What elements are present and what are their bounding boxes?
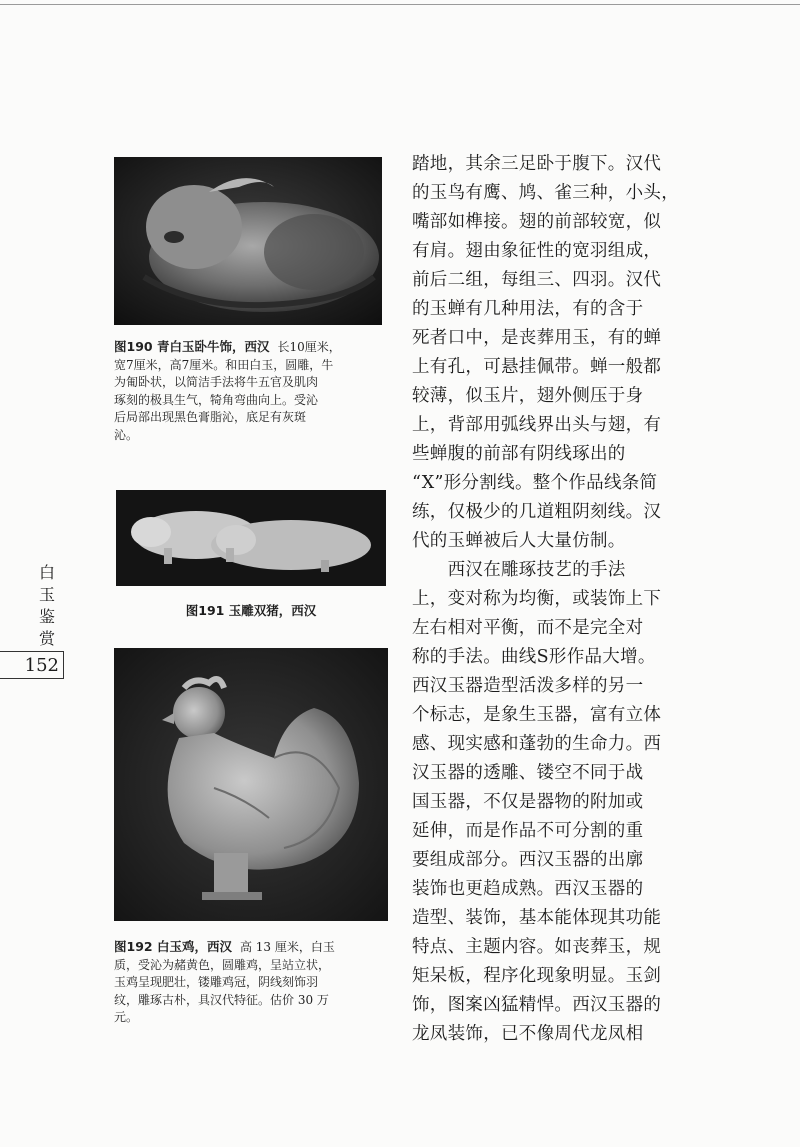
body-line: 嘴部如榫接。翅的前部较宽，似 bbox=[412, 212, 662, 232]
figure-192-title: 图192 白玉鸡，西汉 bbox=[114, 939, 232, 954]
body-line: 感、现实感和蓬勃的生命力。西 bbox=[412, 734, 662, 754]
ox-jade-photo bbox=[114, 157, 382, 325]
figure-190-desc-line: 琢刻的极具生气，犄角弯曲向上。受沁 bbox=[114, 392, 319, 407]
body-line: 汉玉器的透雕、镂空不同于战 bbox=[412, 763, 644, 783]
body-line: 西汉玉器造型活泼多样的另一 bbox=[412, 676, 644, 696]
body-line: 造型、装饰，基本能体现其功能 bbox=[412, 908, 662, 928]
body-line: 前后二组，每组三、四羽。汉代 bbox=[412, 270, 662, 290]
figure-191-caption: 图191 玉雕双猪，西汉 bbox=[185, 603, 317, 618]
body-text-column bbox=[412, 150, 688, 1049]
figure-190-desc-line: 后局部出现黑色膏脂沁，底足有灰斑 bbox=[114, 410, 307, 424]
figure-192-desc-line: 质，受沁为赭黄色，圆雕鸡，呈站立状， bbox=[114, 957, 331, 972]
body-line: 国玉器，不仅是器物的附加或 bbox=[412, 792, 644, 812]
section-label bbox=[30, 562, 64, 650]
figure-192-caption bbox=[114, 938, 386, 1027]
body-line: 延伸，而是作品不可分割的重 bbox=[412, 821, 644, 841]
section-label-char: 鉴 bbox=[38, 607, 55, 626]
figure-192-desc-line: 元。 bbox=[114, 1010, 139, 1024]
body-line: 上有孔，可悬挂佩带。蝉一般都 bbox=[412, 357, 662, 377]
body-line: 装饰也更趋成熟。西汉玉器的 bbox=[412, 879, 644, 899]
body-line: 较薄，似玉片，翅外侧压于身 bbox=[412, 386, 644, 406]
body-line: 代的玉蝉被后人大量仿制。 bbox=[412, 531, 626, 551]
jade-chicken-photo bbox=[114, 648, 388, 921]
body-line: “X”形分割线。整个作品线条简 bbox=[412, 473, 658, 493]
body-line: 左右相对平衡，而不是完全对 bbox=[412, 618, 644, 638]
top-rule bbox=[0, 4, 800, 5]
figure-190-caption bbox=[114, 338, 386, 444]
section-label-char: 玉 bbox=[38, 585, 55, 604]
body-line: 称的手法。曲线S形作品大增。 bbox=[412, 647, 656, 667]
figure-190-title: 图190 青白玉卧牛饰，西汉 bbox=[114, 339, 270, 354]
body-line: 上，背部用弧线界出头与翅，有 bbox=[412, 415, 662, 435]
body-line: 西汉在雕琢技艺的手法 bbox=[412, 560, 626, 580]
figure-190-desc-line: 沁。 bbox=[114, 427, 139, 442]
figure-190-desc-line: 长10厘米， bbox=[277, 340, 341, 354]
body-line: 龙凤装饰，已不像周代龙凤相 bbox=[412, 1024, 644, 1044]
body-line: 死者口中，是丧葬用玉，有的蝉 bbox=[412, 328, 662, 348]
body-line: 些蝉腹的前部有阴线琢出的 bbox=[412, 444, 626, 464]
body-line: 矩呆板，程序化现象明显。玉剑 bbox=[412, 966, 662, 986]
figure-192-desc-line: 玉鸡呈现肥壮，镂雕鸡冠，阴线刻饰羽 bbox=[114, 975, 319, 989]
body-line: 饰，图案凶猛精悍。西汉玉器的 bbox=[412, 995, 662, 1015]
page-number: 152 bbox=[0, 651, 64, 679]
twin-pigs-photo bbox=[116, 490, 386, 586]
body-line: 个标志，是象生玉器，富有立体 bbox=[412, 705, 662, 725]
body-line: 的玉鸟有鹰、鸠、雀三种，小头， bbox=[412, 183, 679, 203]
body-line: 的玉蝉有几种用法，有的含于 bbox=[412, 299, 644, 319]
section-label-char: 赏 bbox=[38, 629, 55, 648]
body-line: 特点、主题内容。如丧葬玉，规 bbox=[412, 937, 662, 957]
figure-190-desc-line: 为匍卧状，以简洁手法将牛五官及肌肉 bbox=[114, 375, 319, 389]
section-label-char: 白 bbox=[38, 563, 55, 582]
body-line: 要组成部分。西汉玉器的出廓 bbox=[412, 850, 644, 870]
figure-192-desc-line: 纹，雕琢古朴，具汉代特征。估价 30 万 bbox=[114, 992, 329, 1007]
body-line: 有肩。翅由象征性的宽羽组成， bbox=[412, 241, 662, 261]
body-line: 上，变对称为均衡，或装饰上下 bbox=[412, 589, 662, 609]
body-line: 练，仅极少的几道粗阴刻线。汉 bbox=[412, 502, 662, 522]
figure-190-desc-line: 宽7厘米，高7厘米。和田白玉，圆雕，牛 bbox=[114, 357, 334, 372]
body-line: 踏地，其余三足卧于腹下。汉代 bbox=[412, 154, 662, 174]
figure-192-desc-line: 高 13 厘米，白玉 bbox=[239, 940, 335, 954]
